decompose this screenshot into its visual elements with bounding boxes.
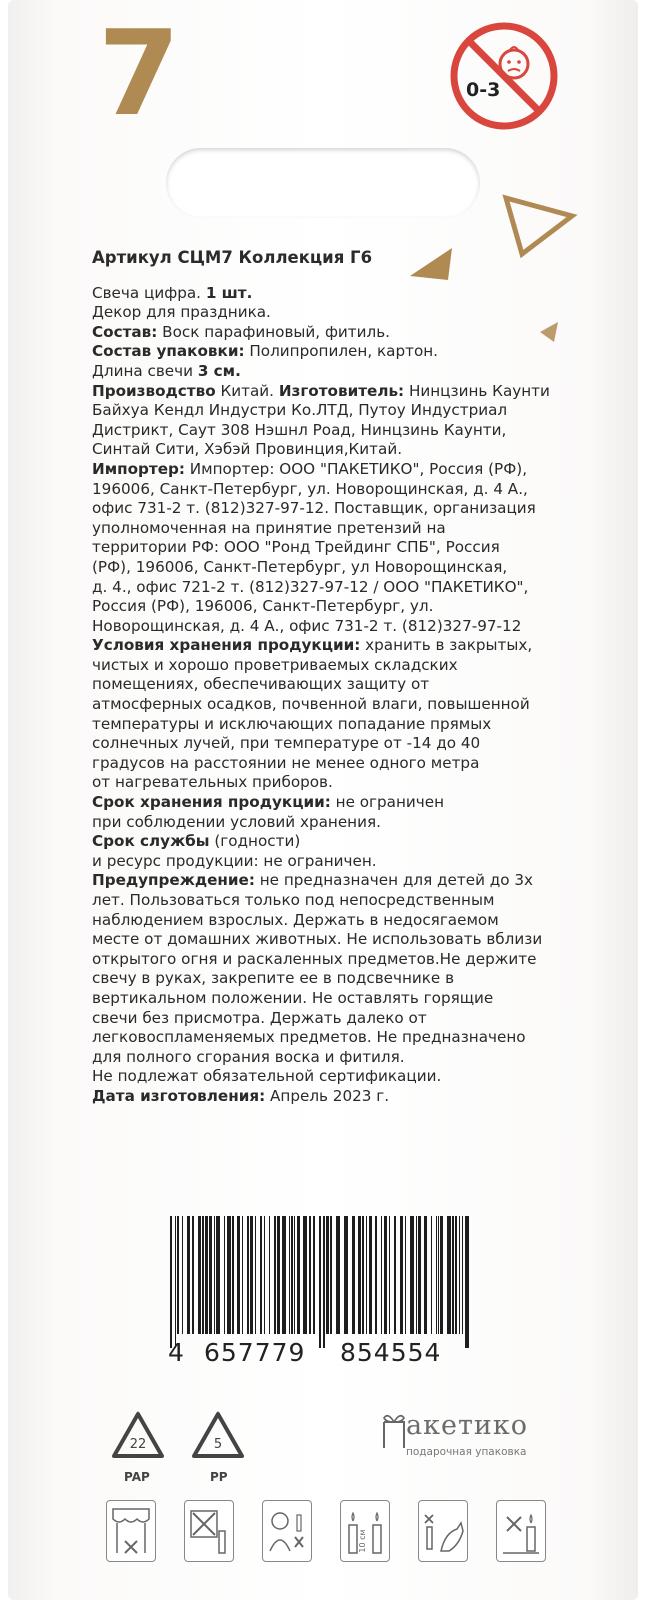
info-line — [92, 440, 582, 460]
info-line — [92, 911, 582, 931]
barcode-bar — [289, 1216, 290, 1334]
barcode-bar — [447, 1216, 451, 1334]
info-line — [92, 754, 582, 774]
info-line — [92, 950, 582, 970]
barcode-bar — [400, 1216, 403, 1334]
info-line — [92, 1009, 582, 1029]
info-label: Срок службы — [92, 832, 210, 851]
recycle-paper-code: PAP — [124, 1470, 150, 1484]
info-text: атмосферных осадков, почвенной влаги, повышенной — [92, 695, 530, 714]
barcode-bar — [459, 1216, 460, 1334]
info-line — [92, 930, 582, 950]
info-text: при соблюдении условий хранения. — [92, 812, 381, 831]
distance-label: 10 см — [358, 1529, 367, 1553]
barcode-bar — [362, 1216, 364, 1334]
info-line — [92, 499, 582, 519]
recycle-pp-code: PP — [210, 1470, 228, 1484]
info-line — [92, 519, 582, 539]
info-label: Условия хранения продукции: — [92, 636, 361, 655]
barcode-bar — [336, 1216, 340, 1334]
info-line — [92, 1067, 582, 1087]
no-open-window-icon — [184, 1500, 234, 1562]
info-line — [92, 558, 582, 578]
info-line — [92, 342, 582, 362]
info-line — [92, 636, 582, 656]
info-label: Предупреждение: — [92, 871, 255, 890]
recycle-paper-icon — [106, 1408, 170, 1470]
info-text: Дистрикт, Саут 308 Нэшнл Роад, Нинцзинь Каунти, — [92, 420, 507, 439]
barcode-bar — [381, 1216, 382, 1334]
barcode-bar — [291, 1216, 293, 1334]
barcode-bar — [313, 1216, 315, 1334]
info-text: лет. Пользоваться только под непосредственным — [92, 891, 495, 909]
brand-name: акетико — [406, 1410, 529, 1441]
info-line — [92, 1028, 582, 1048]
age-badge-label: 0-3 — [466, 79, 501, 101]
barcode-bar — [264, 1216, 265, 1334]
barcode-bar — [319, 1216, 321, 1348]
info-line — [92, 813, 582, 833]
barcode-bar — [175, 1216, 176, 1348]
info-text: солнечных лучей, при температуре от -14 до 40 — [92, 734, 481, 753]
info-line — [92, 617, 582, 637]
barcode-bar — [418, 1216, 421, 1334]
min-distance-10cm-icon — [340, 1500, 390, 1562]
barcode-bar — [269, 1216, 270, 1334]
barcode-bar — [375, 1216, 377, 1334]
barcode-bar — [405, 1216, 406, 1334]
info-text: Китай. — [215, 381, 279, 400]
info-line — [92, 421, 582, 441]
info-text: температуры и исключающих попадание прямых — [92, 714, 492, 733]
no-children-0-3-icon — [448, 20, 560, 132]
product-info-text — [92, 248, 582, 1107]
info-text: (РФ), 196006, Санкт-Петербург, ул Новорощинская, — [92, 557, 508, 576]
barcode-bar — [255, 1216, 256, 1334]
info-line — [92, 597, 582, 617]
info-label: 1 шт. — [205, 283, 253, 302]
info-line — [92, 832, 582, 852]
info-text: уполномоченная на принятие претензий на — [92, 518, 446, 537]
info-line — [92, 656, 582, 676]
info-text: от нагревательных приборов. — [92, 773, 333, 792]
barcode-digits-left: 657779 — [204, 1338, 306, 1367]
barcode-digit-lead: 4 — [168, 1338, 185, 1367]
barcode-bar — [389, 1216, 390, 1334]
info-text: для полного сгорания воска и фитиля. — [92, 1047, 405, 1066]
recycle-pp-icon — [186, 1408, 250, 1470]
info-line — [92, 891, 582, 911]
barcode-bar — [303, 1216, 307, 1334]
info-line — [92, 401, 582, 421]
info-label: Срок хранения продукции: — [92, 793, 331, 812]
hang-hole — [166, 148, 480, 218]
barcode-bar — [216, 1216, 220, 1334]
info-label: Изготовитель: — [278, 381, 405, 400]
info-text: не предназначен для детей до 3х — [254, 871, 534, 890]
info-line — [92, 734, 582, 754]
info-label: 3 см. — [197, 361, 241, 380]
info-text: и ресурс продукции: не ограничен. — [92, 851, 377, 870]
info-text: Россия (РФ), 196006, Санкт-Петербург, ул. — [92, 597, 434, 616]
no-curtains-nearby-icon — [106, 1500, 156, 1562]
product-info-lines — [92, 284, 582, 1107]
barcode-bar — [232, 1216, 234, 1334]
info-line — [92, 989, 582, 1009]
barcode-bar — [297, 1216, 300, 1334]
keep-from-children-icon — [262, 1500, 312, 1562]
info-line — [92, 695, 582, 715]
info-text: Длина свечи — [92, 361, 198, 380]
barcode-bar — [309, 1216, 311, 1334]
info-text: д. 4., офис 721-2 т. (812)327-97-12 / ООО "ПАКЕТИКО", — [92, 577, 529, 596]
info-text: Синтай Сити, Хэбэй Провинция,Китай. — [92, 440, 403, 459]
barcode-bar — [358, 1216, 361, 1334]
barcode-bar — [198, 1216, 201, 1334]
info-text: градусов на расстоянии не менее одного метра — [92, 753, 480, 772]
info-line — [92, 538, 582, 558]
info-text: Нинцзинь Каунти — [404, 381, 550, 400]
info-text: свечу в руках, закрепите ее в подсвечнике в — [92, 969, 455, 988]
info-line — [92, 969, 582, 989]
barcode-bar — [440, 1216, 443, 1334]
barcode-bar — [227, 1216, 231, 1334]
no-pets-icon — [418, 1500, 468, 1562]
info-line — [92, 480, 582, 500]
info-text: (годности) — [209, 832, 301, 851]
barcode-bar — [237, 1216, 240, 1334]
info-line — [92, 578, 582, 598]
info-text: Декор для праздника. — [92, 303, 271, 322]
candle-digit-seven: 7 — [98, 4, 181, 142]
barcode-bar — [455, 1216, 457, 1334]
info-line — [92, 284, 582, 304]
info-text: 196006, Санкт-Петербург, ул. Новорощинская, д. 4 А., — [92, 479, 528, 498]
info-line — [92, 773, 582, 793]
info-text: Импортер: ООО "ПАКЕТИКО", Россия (РФ), — [184, 459, 528, 478]
info-label: Импортер: — [92, 459, 185, 478]
barcode-bar — [352, 1216, 355, 1334]
barcode-bar — [424, 1216, 427, 1334]
info-line — [92, 323, 582, 343]
barcode-bar — [410, 1216, 414, 1334]
info-line — [92, 303, 582, 323]
info-text: хранить в закрытых, — [360, 636, 533, 655]
gift-box-logo-icon — [380, 1410, 408, 1450]
barcode-bar — [294, 1216, 295, 1334]
info-line — [92, 793, 582, 813]
info-line — [92, 675, 582, 695]
barcode-bar — [438, 1216, 439, 1334]
barcode-bar — [177, 1216, 179, 1334]
recycle-pp-number: 5 — [213, 1437, 223, 1452]
info-text: офис 731-2 т. (812)327-97-12. Поставщик, организация — [92, 499, 536, 518]
barcode-bar — [247, 1216, 249, 1334]
info-label: Состав: — [92, 322, 158, 341]
info-label: Дата изготовления: — [92, 1086, 266, 1105]
barcode-bar — [384, 1216, 387, 1334]
info-label: Производство — [92, 381, 216, 400]
info-line — [92, 362, 582, 382]
info-text: помещениях, обеспечивающих защиту от — [92, 675, 430, 694]
article-title: Артикул СЦМ7 Коллекция Г6 — [92, 248, 373, 267]
info-text: Воск парафиновый, фитиль. — [157, 322, 391, 341]
brand-logo — [380, 1408, 570, 1468]
barcode-bar — [260, 1216, 262, 1334]
info-text: территории РФ: ООО "Ронд Трейдинг СПБ", Россия — [92, 538, 500, 557]
info-text: Апрель 2023 г. — [265, 1086, 390, 1105]
info-text: открытого огня и раскаленных предметов.Не держите — [92, 949, 537, 968]
barcode-bar — [187, 1216, 190, 1334]
barcode-bar — [214, 1216, 215, 1334]
barcode — [168, 1216, 474, 1348]
barcode-bar — [192, 1216, 194, 1334]
barcode-bar — [452, 1216, 454, 1334]
barcode-bar — [330, 1216, 332, 1334]
barcode-bar — [462, 1216, 463, 1334]
barcode-bar — [323, 1216, 325, 1348]
barcode-bar — [277, 1216, 280, 1334]
barcode-digits-right: 854554 — [340, 1338, 442, 1367]
barcode-bar — [250, 1216, 253, 1334]
info-line — [92, 852, 582, 872]
barcode-bar — [170, 1216, 172, 1348]
info-text: Не подлежат обязательной сертификации. — [92, 1067, 442, 1086]
info-text: вертикальном положении. Не оставлять горящие — [92, 988, 494, 1007]
barcode-bar — [326, 1216, 329, 1334]
barcode-bar — [205, 1216, 208, 1334]
info-text: легковоспламеняемых предметов. Не предназначено — [92, 1028, 526, 1047]
barcode-bar — [431, 1216, 432, 1334]
barcode-bar — [209, 1216, 212, 1334]
barcode-bar — [282, 1216, 286, 1334]
barcode-bar — [242, 1216, 243, 1334]
do-not-leave-unattended-icon — [496, 1500, 546, 1562]
info-text: наблюдением взрослых. Держать в недосягаемом — [92, 910, 499, 929]
barcode-bar — [182, 1216, 183, 1334]
barcode-bar — [436, 1216, 437, 1334]
info-line — [92, 871, 582, 891]
info-text: чистых и хорошо проветриваемых складских — [92, 655, 458, 674]
barcode-bar — [344, 1216, 348, 1334]
info-text: месте от домашних животных. Не использовать вблизи — [92, 930, 543, 949]
info-line — [92, 460, 582, 480]
barcode-bar — [465, 1216, 469, 1348]
barcode-bar — [202, 1216, 204, 1334]
info-text: Полипропилен, картон. — [244, 342, 438, 361]
barcode-bar — [416, 1216, 417, 1334]
info-text: Байхуа Кендл Индустри Ко.ЛТД, Путоу Индустриал — [92, 401, 508, 420]
info-line — [92, 1087, 582, 1107]
info-text: Свеча цифра. — [92, 283, 206, 302]
info-label: Состав упаковки: — [92, 342, 245, 361]
barcode-bar — [224, 1216, 225, 1334]
recycle-paper-number: 22 — [129, 1437, 147, 1452]
info-text: не ограничен — [330, 793, 445, 812]
barcode-bar — [394, 1216, 396, 1334]
barcode-bar — [274, 1216, 276, 1334]
info-line — [92, 715, 582, 735]
info-line — [92, 382, 582, 402]
barcode-bar — [369, 1216, 372, 1334]
info-line — [92, 1048, 582, 1068]
info-text: свечи без присмотра. Держать далеко от — [92, 1008, 427, 1027]
barcode-bar — [366, 1216, 367, 1334]
brand-subtitle: подарочная упаковка — [406, 1446, 527, 1458]
info-text: Новорощинская, д. 4 А., офис 731-2 т. (812)327-97-12 — [92, 616, 522, 635]
